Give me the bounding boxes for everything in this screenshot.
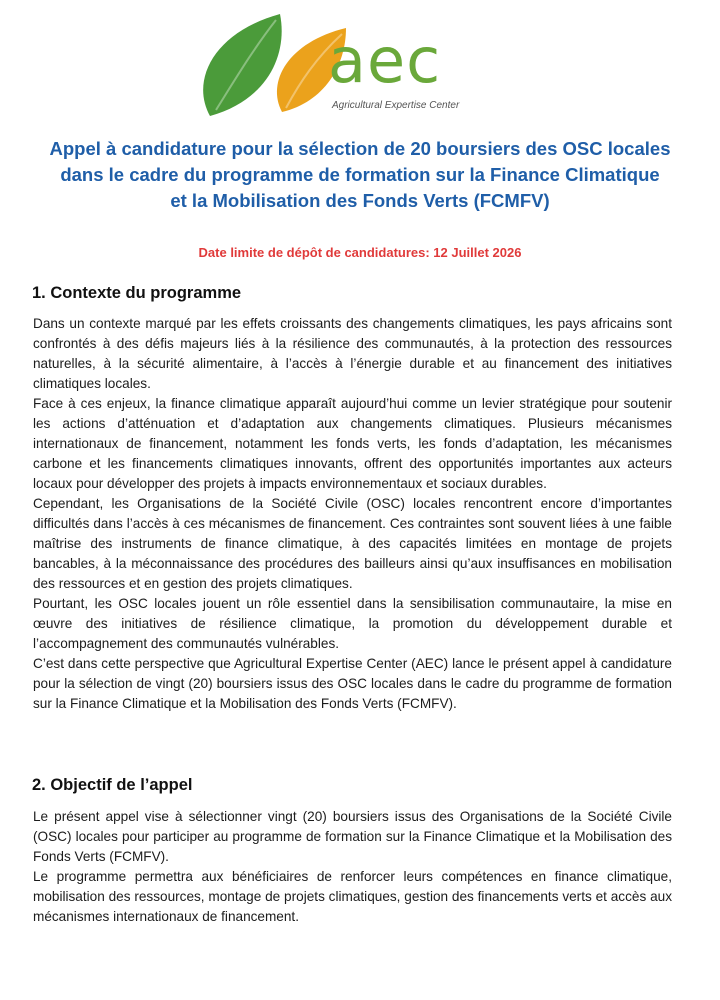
logo-tagline: Agricultural Expertise Center (332, 100, 460, 111)
title-line: Appel à candidature pour la sélection de 20 boursiers des OSC locales (49, 138, 671, 159)
title-line: et la Mobilisation des Fonds Verts (FCMFV) (170, 190, 550, 211)
document-title (20, 136, 700, 214)
section-body-contexte (33, 314, 672, 714)
section-body-objectif (33, 807, 672, 927)
deadline-notice: Date limite de dépôt de candidatures: 12 Juillet 2026 (198, 245, 522, 260)
paragraph: Le programme permettra aux bénéficiaires de renforcer leurs compétences en finance climatique, mobilisation des ressources, montage de projets climatiques, gestion des financements verts et accès aux mécanismes internationaux de financement. (33, 869, 672, 924)
logo-wordmark: aec (328, 24, 442, 97)
paragraph: Pourtant, les OSC locales jouent un rôle essentiel dans la sensibilisation communautaire, la mise en œuvre des initiatives de résilience climatique, la promotion du développement durable et l’accompagnement des communautés vulnérables. (33, 596, 672, 651)
paragraph: Le présent appel vise à sélectionner vingt (20) boursiers issus des Organisations de la Société Civile (OSC) locales pour participer au programme de formation sur la Finance Climatique et la Mobilisation des Fonds Verts (FCMFV). (33, 809, 672, 864)
paragraph: Dans un contexte marqué par les effets croissants des changements climatiques, les pays africains sont confrontés à des défis majeurs liés à la résilience des communautés, à la protection des ressources naturelles, à la sécurité alimentaire, à l’accès à l’énergie durable et au financement des initiatives climatiques locales. (33, 316, 672, 391)
title-line: dans le cadre du programme de formation sur la Finance Climatique (60, 164, 660, 185)
section-heading-objectif: 2. Objectif de l’appel (32, 776, 193, 794)
paragraph: Face à ces enjeux, la finance climatique apparaît aujourd’hui comme un levier stratégique pour soutenir les actions d’atténuation et d’adaptation aux changements climatiques. Plusieurs mécanismes internationaux de financement, notamment les fonds verts, les fonds d’adaptation, les mécanismes carbone et les financements climatiques innovants, offrent des opportunités importantes aux acteurs locaux pour développer des projets à impacts environnementaux et sociaux durables. (33, 396, 672, 491)
aec-logo (196, 8, 516, 120)
paragraph: Cependant, les Organisations de la Société Civile (OSC) locales rencontrent encore d’importantes difficultés dans l’accès à ces mécanismes de financement. Ces contraintes sont souvent liées à une faible maîtrise des instruments de finance climatique, à des capacités limitées en montage de projets bancables, à la méconnaissance des procédures des bailleurs ainsi qu’aux insuffisances en mobilisation des ressources et en gestion des projets climatiques. (33, 496, 672, 591)
section-heading-contexte: 1. Contexte du programme (32, 284, 242, 302)
paragraph: C’est dans cette perspective que Agricultural Expertise Center (AEC) lance le présent appel à candidature pour la sélection de vingt (20) boursiers issus des OSC locales dans le cadre du programme de formation sur la Finance Climatique et la Mobilisation des Fonds Verts (FCMFV). (33, 656, 672, 711)
